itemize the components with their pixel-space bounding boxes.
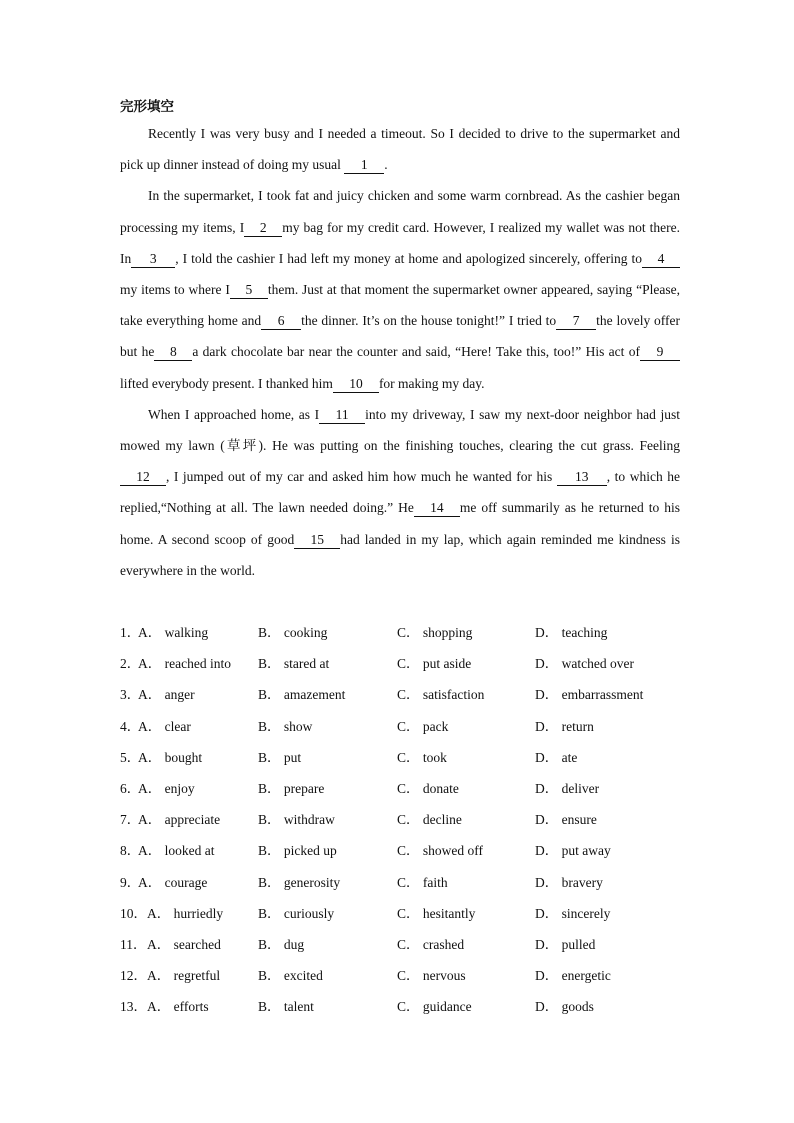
option-a: A． regretful [147, 968, 221, 984]
question-number: 5． [120, 749, 141, 765]
option-c: C． put aside [397, 656, 472, 672]
paragraph-text: my items to where I [120, 282, 230, 298]
option-a: A． enjoy [138, 780, 195, 796]
question-number: 8． [120, 843, 141, 859]
option-d: D． ensure [535, 812, 597, 828]
question-2-options [120, 648, 680, 679]
option-a: A． reached into [138, 656, 231, 672]
option-c: C． showed off [397, 843, 483, 859]
option-c: C． shopping [397, 625, 473, 640]
blank-11: 11 [319, 407, 365, 424]
option-c: C． decline [397, 812, 462, 828]
option-c: C． donate [397, 780, 459, 796]
blank-5: 5 [230, 282, 268, 299]
blank-1: 1 [344, 157, 384, 174]
option-b: B． cooking [258, 625, 328, 640]
option-d: D． bravery [535, 874, 603, 890]
option-b: B． prepare [258, 780, 325, 796]
option-c: C． hesitantly [397, 905, 476, 921]
blank-7: 7 [556, 313, 596, 330]
paragraph-text: , I told the cashier I had left my money at home and apologized sincerely, offering to [175, 250, 642, 266]
option-d: D． watched over [535, 656, 634, 672]
question-10-options [120, 898, 680, 929]
question-8-options [120, 835, 680, 866]
option-b: B． excited [258, 968, 323, 984]
option-a: A． hurriedly [147, 905, 224, 921]
option-a: A． searched [147, 936, 221, 952]
paragraph-text: had landed in my lap, which again reminded me kindness is everywhere in the world. [120, 531, 680, 578]
paragraph-2 [120, 180, 680, 398]
question-number: 12． [120, 968, 147, 984]
blank-3: 3 [131, 251, 175, 268]
option-c: C． satisfaction [397, 687, 485, 703]
question-4-options [120, 711, 680, 742]
paragraph-text: a dark chocolate bar near the counter and said, “Here! Take this, too!” His act of [192, 344, 640, 360]
question-13-options [120, 991, 680, 1022]
paragraph-text: , I jumped out of my car and asked him how much he wanted for his [166, 469, 557, 485]
option-a: A． appreciate [138, 812, 221, 828]
paragraph-text: In the supermarket, I took fat and juicy chicken and some warm cornbread. As the cashier began processing my items, I [120, 188, 680, 235]
option-d: D． ate [535, 749, 578, 765]
paragraph-text: my bag for my credit card. However, I realized my wallet was not there. In [120, 219, 681, 266]
option-b: B． show [258, 718, 313, 734]
paragraph-text: me off summarily as he returned to his home. A second scoop of good [120, 500, 681, 547]
option-d: D． put away [535, 843, 611, 859]
paragraph-text: them. Just at that moment the supermarket owner appeared, saying “Please, take everything home and [120, 282, 680, 329]
question-number: 6． [120, 780, 141, 796]
question-9-options [120, 867, 680, 898]
option-d: D． energetic [535, 968, 611, 984]
option-d: D． teaching [535, 625, 608, 640]
question-number: 10． [120, 905, 147, 921]
blank-4: 4 [642, 251, 680, 268]
paragraph-text: the dinner. It’s on the house tonight!” I tried to [301, 313, 557, 329]
option-c: C． guidance [397, 999, 472, 1015]
paragraph-text: Recently I was very busy and I needed a timeout. So I decided to drive to the supermarket and pick up dinner instead of doing my usual [120, 126, 680, 173]
option-d: D． return [535, 718, 594, 734]
paragraph-text: . [384, 157, 388, 173]
option-d: D． goods [535, 999, 594, 1015]
option-d: D． embarrassment [535, 687, 644, 703]
blank-10: 10 [333, 376, 379, 393]
option-a: A． bought [138, 749, 203, 765]
cloze-passage [120, 96, 680, 586]
option-c: C． crashed [397, 936, 465, 952]
question-3-options [120, 679, 680, 710]
option-b: B． dug [258, 936, 305, 952]
question-7-options [120, 804, 680, 835]
blank-12: 12 [120, 469, 166, 486]
question-number: 11． [120, 936, 147, 952]
paragraph-3 [120, 399, 680, 586]
paragraph-text: for making my day. [378, 375, 485, 391]
option-a: A． efforts [147, 999, 209, 1015]
option-a: A． looked at [138, 843, 215, 859]
blank-6: 6 [261, 313, 301, 330]
option-d: D． deliver [535, 780, 600, 796]
option-b: B． stared at [258, 656, 330, 672]
option-c: C． nervous [397, 968, 466, 984]
question-number: 4． [120, 718, 141, 734]
option-a: A． clear [138, 718, 191, 734]
option-b: B． curiously [258, 905, 335, 921]
question-number: 13． [120, 999, 147, 1015]
option-b: B． generosity [258, 874, 341, 890]
option-b: B． picked up [258, 843, 337, 859]
question-6-options [120, 773, 680, 804]
question-number: 7． [120, 812, 141, 828]
paragraph-1 [120, 118, 680, 180]
question-5-options [120, 742, 680, 773]
blank-15: 15 [294, 532, 340, 549]
paragraph-text: , to which he replied,“Nothing at all. The lawn needed doing.” He [120, 469, 680, 516]
question-number: 3． [120, 687, 141, 703]
blank-9: 9 [640, 344, 680, 361]
question-number: 2． [120, 656, 141, 672]
option-c: C． faith [397, 874, 448, 890]
question-number: 1． [120, 625, 141, 640]
paragraph-text: lifted everybody present. I thanked him [120, 375, 333, 391]
option-a: A． walking [138, 625, 209, 640]
blank-8: 8 [154, 344, 192, 361]
paragraph-text: When I approached home, as I [148, 406, 320, 422]
question-number: 9． [120, 874, 141, 890]
paragraph-text: the lovely offer but he [120, 313, 680, 360]
option-a: A． courage [138, 874, 208, 890]
option-d: D． pulled [535, 936, 596, 952]
option-b: B． withdraw [258, 812, 335, 828]
question-11-options [120, 929, 680, 960]
option-b: B． talent [258, 999, 314, 1015]
paragraph-text: into my driveway, I saw my next-door neighbor had just mowed my lawn (草坪). He was putting on the finishing touches, clearing the cut grass. Feeling [120, 406, 680, 454]
option-b: B． put [258, 749, 302, 765]
option-b: B． amazement [258, 687, 346, 703]
section-title: 完形填空 [120, 99, 174, 115]
option-a: A． anger [138, 687, 195, 703]
option-c: C． took [397, 749, 447, 765]
option-c: C． pack [397, 718, 449, 734]
answer-options [120, 617, 680, 1022]
option-d: D． sincerely [535, 905, 611, 921]
question-1-options [120, 617, 680, 648]
question-12-options [120, 960, 680, 991]
blank-13: 13 [557, 469, 607, 486]
blank-2: 2 [244, 220, 282, 237]
blank-14: 14 [414, 500, 460, 517]
